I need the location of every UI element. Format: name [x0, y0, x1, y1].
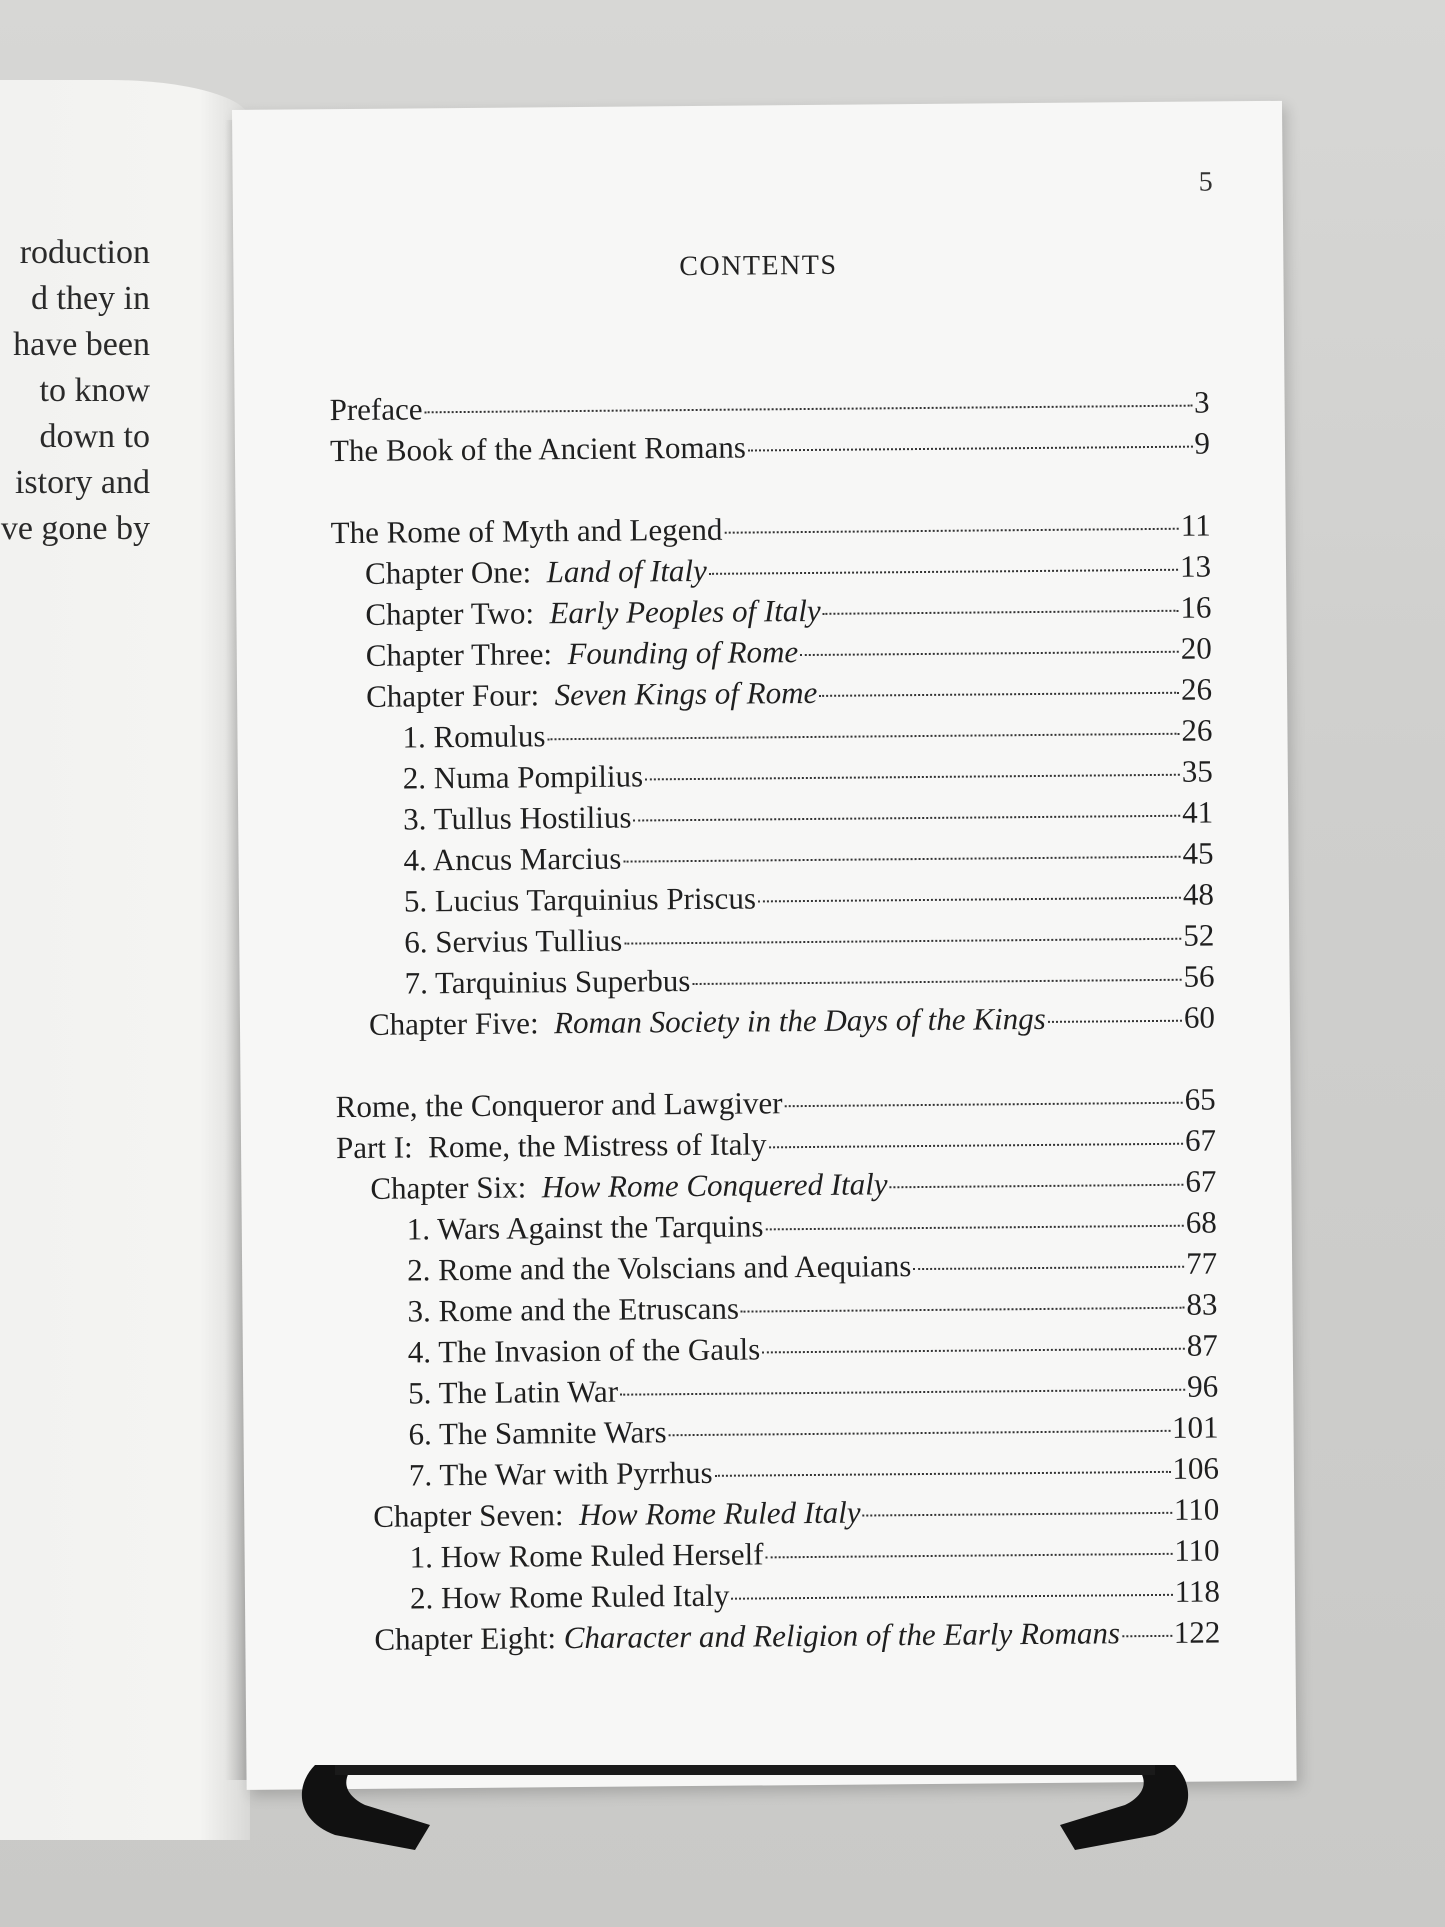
toc-entry-label: 2. How Rome Ruled Italy [409, 1577, 730, 1616]
toc-page-number: 20 [1180, 630, 1212, 666]
toc-entry-title [365, 590, 821, 635]
toc-entry [340, 1611, 1220, 1660]
toc-entry-label: The Rome of Myth and Legend [330, 511, 723, 551]
book-stand-ledge [335, 1765, 1155, 1775]
toc-entry-label: Chapter Four: [365, 677, 555, 714]
toc-entry-label: 1. How Rome Ruled Herself [409, 1536, 764, 1575]
toc-entry-label: 5. The Latin War [408, 1373, 619, 1411]
toc-entry-label: 3. Tullus Hostilius [403, 799, 632, 837]
toc-page-number: 110 [1174, 1532, 1220, 1568]
dot-leader [645, 774, 1180, 781]
previous-page-text [0, 230, 150, 552]
dot-leader [620, 1389, 1185, 1396]
toc-entry-label: The Book of the Ancient Romans [329, 429, 746, 469]
toc-page-number: 122 [1173, 1614, 1221, 1650]
previous-page-line: have been [13, 326, 150, 363]
dot-leader [724, 528, 1178, 534]
toc-page-number: 3 [1193, 384, 1210, 420]
toc-page-number: 101 [1171, 1409, 1219, 1445]
toc-page-number: 68 [1185, 1204, 1217, 1240]
dot-leader [800, 651, 1179, 656]
toc-entry-italic-title: Character and Religion of the Early Romans [563, 1615, 1121, 1656]
book-stand [295, 1765, 1195, 1855]
dot-leader [547, 733, 1179, 741]
dot-leader [748, 446, 1193, 452]
toc-entry-italic-title: Early Peoples of Italy [549, 592, 821, 631]
dot-leader [890, 1184, 1184, 1189]
toc-page-number: 41 [1182, 794, 1214, 830]
dot-leader [819, 692, 1179, 697]
toc-entry-label: 1. Romulus [402, 718, 546, 755]
toc-page-number: 83 [1186, 1286, 1218, 1322]
dot-leader [823, 610, 1179, 615]
toc-entry-title [403, 797, 632, 840]
table-of-contents [329, 381, 1220, 1660]
toc-entry-title [336, 1082, 783, 1127]
toc-page-number: 67 [1185, 1163, 1217, 1199]
dot-leader [1122, 1635, 1172, 1637]
toc-entry-title [373, 1492, 861, 1537]
toc-entry-title [329, 388, 422, 430]
previous-page-line: ve gone by [0, 510, 150, 547]
previous-page-line: istory and [14, 464, 150, 501]
toc-entry-title [408, 1411, 666, 1454]
toc-page-number: 52 [1183, 917, 1215, 953]
toc-page-number: 106 [1172, 1450, 1220, 1486]
contents-page [232, 101, 1297, 1790]
toc-page-number: 35 [1181, 753, 1213, 789]
dot-leader [731, 1594, 1172, 1600]
previous-page-line: d they in [31, 280, 150, 317]
dot-leader [715, 1471, 1171, 1477]
toc-entry-title [403, 838, 621, 881]
dot-leader [634, 815, 1181, 822]
toc-entry-label: 2. Numa Pompilius [402, 758, 644, 796]
toc-entry-label: 5. Lucius Tarquinius Priscus [403, 880, 757, 919]
toc-entry-title [408, 1371, 618, 1414]
toc-entry-label: Chapter Three: [365, 636, 568, 673]
dot-leader [863, 1512, 1172, 1517]
previous-page-line: roduction [19, 234, 150, 271]
toc-entry-italic-title: Seven Kings of Rome [554, 674, 818, 713]
toc-entry-title [409, 1452, 713, 1496]
toc-page-number: 110 [1173, 1491, 1220, 1527]
toc-entry-label: Rome, the Conqueror and Lawgiver [335, 1085, 783, 1125]
toc-entry-label: 2. Rome and the Volscians and Aequians [406, 1248, 912, 1288]
book-stand-right-arm [1060, 1765, 1188, 1850]
toc-entry-title [410, 1575, 730, 1619]
toc-entry-label: Chapter Five: [368, 1005, 555, 1042]
dot-leader [692, 979, 1181, 985]
toc-entry-italic-title: Land of Italy [546, 552, 708, 590]
toc-page-number: 87 [1186, 1327, 1218, 1363]
toc-entry-title [407, 1205, 764, 1249]
toc-entry-title [408, 1328, 761, 1372]
toc-page-number: 16 [1180, 589, 1212, 625]
toc-page-number: 13 [1179, 548, 1212, 584]
toc-entry-label: 7. Tarquinius Superbus [404, 963, 691, 1001]
toc-page-number: 77 [1185, 1245, 1218, 1281]
toc-entry-label: 1. Wars Against the Tarquins [406, 1208, 764, 1247]
toc-entry-title [404, 920, 622, 963]
toc-entry-label: Chapter Seven: [373, 1497, 580, 1534]
page-title: CONTENTS [679, 249, 838, 283]
book-stand-left-arm [302, 1765, 430, 1850]
previous-page-line: to know [39, 372, 150, 409]
dot-leader [669, 1430, 1170, 1436]
previous-page [0, 80, 250, 1840]
dot-leader [766, 1553, 1173, 1559]
page-number: 5 [1198, 166, 1213, 198]
toc-page-number: 67 [1184, 1122, 1217, 1158]
dot-leader [741, 1307, 1185, 1313]
dot-leader [769, 1143, 1184, 1149]
toc-page-number: 45 [1182, 835, 1214, 871]
toc-entry-title [365, 550, 707, 594]
toc-entry-italic-title: Founding of Rome [567, 634, 799, 672]
toc-entry-title [403, 755, 644, 798]
previous-page-line: down to [39, 418, 150, 455]
dot-leader [1048, 1020, 1182, 1023]
dot-leader [913, 1266, 1184, 1270]
toc-entry-title [369, 998, 1046, 1045]
toc-entry-title [370, 1163, 888, 1209]
toc-entry-label: Preface [329, 391, 423, 428]
toc-page-number: 118 [1174, 1573, 1221, 1609]
toc-entry-title [407, 1245, 912, 1290]
toc-entry-label: 6. The Samnite Wars [408, 1414, 667, 1452]
toc-entry-title [374, 1612, 1120, 1660]
toc-page-number: 65 [1184, 1081, 1216, 1117]
toc-entry-title [366, 672, 817, 717]
toc-entry-title [407, 1288, 739, 1332]
dot-leader [623, 856, 1180, 863]
toc-entry-label: 4. Ancus Marcius [403, 840, 622, 878]
toc-entry-italic-title: How Rome Ruled Italy [578, 1494, 861, 1533]
toc-entry-label: Part I: Rome, the Mistress of Italy [335, 1126, 767, 1166]
toc-entry-title [366, 631, 799, 676]
toc-page-number: 9 [1194, 425, 1211, 461]
toc-page-number: 56 [1183, 958, 1215, 994]
toc-entry-title [404, 877, 756, 921]
toc-entry-label: Chapter Two: [365, 595, 550, 632]
dot-leader [425, 405, 1193, 414]
toc-entry-label: Chapter Eight: [374, 1620, 564, 1657]
dot-leader [624, 938, 1181, 945]
dot-leader [785, 1102, 1183, 1107]
toc-entry-italic-title: Roman Society in the Days of the Kings [553, 1000, 1046, 1041]
toc-entry-title [409, 1533, 763, 1577]
toc-entry-title [331, 509, 723, 553]
dot-leader [765, 1225, 1183, 1231]
toc-page-number: 26 [1181, 712, 1213, 748]
toc-entry-label: 3. Rome and the Etruscans [407, 1290, 740, 1329]
toc-entry-label: 6. Servius Tullius [404, 922, 623, 960]
toc-entry-title [330, 427, 746, 472]
toc-entry-italic-title: How Rome Conquered Italy [541, 1166, 888, 1205]
toc-entry-title [402, 715, 545, 757]
toc-page-number: 11 [1180, 507, 1211, 543]
toc-entry-label: Chapter One: [364, 554, 547, 591]
toc-entry-title [336, 1123, 767, 1168]
toc-page-number: 96 [1187, 1368, 1219, 1404]
dot-leader [709, 569, 1178, 575]
toc-entry-label: Chapter Six: [370, 1169, 542, 1206]
dot-leader [762, 1348, 1185, 1354]
dot-leader [758, 897, 1181, 903]
toc-entry-title [404, 960, 690, 1003]
toc-entry-label: 7. The War with Pyrrhus [408, 1454, 713, 1493]
toc-page-number: 60 [1183, 999, 1216, 1035]
toc-entry-label: 4. The Invasion of the Gauls [407, 1331, 761, 1370]
toc-page-number: 48 [1182, 876, 1215, 912]
toc-page-number: 26 [1180, 671, 1213, 707]
